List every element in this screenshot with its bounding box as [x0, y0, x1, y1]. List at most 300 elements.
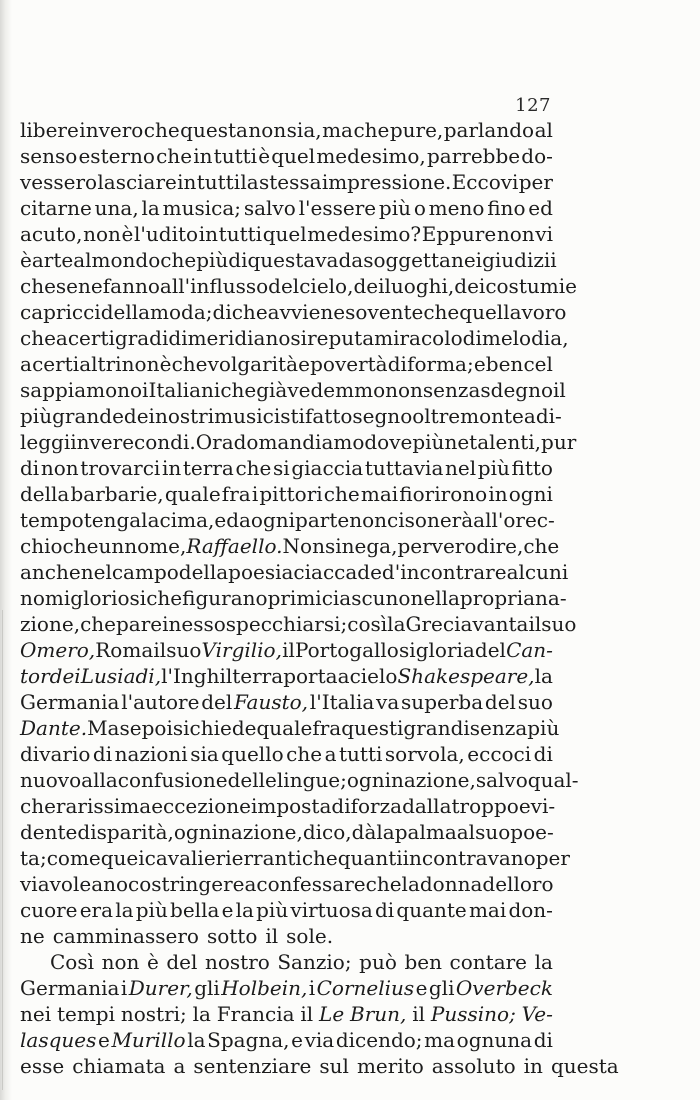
word: tempo [20, 508, 84, 532]
word: dà [351, 820, 377, 844]
word: sappiamo [20, 378, 118, 402]
word: si [172, 716, 190, 740]
word: di [92, 742, 113, 766]
text-line [20, 1027, 553, 1053]
word: di- [535, 404, 562, 428]
word: stessa [258, 170, 322, 194]
word: del [482, 872, 514, 896]
word: che [423, 300, 460, 324]
word: ciascuno [321, 586, 411, 610]
word: alcuni [506, 560, 569, 584]
text-line [20, 247, 557, 273]
word: trovarci [80, 456, 161, 480]
word: d' [381, 560, 401, 584]
word: che [353, 118, 390, 142]
word: Grecia [405, 612, 473, 636]
word: una, [94, 196, 139, 220]
word: che [301, 846, 338, 870]
word: incontravano [402, 846, 536, 870]
word: fino [487, 196, 526, 220]
word: Portogallo [294, 638, 399, 662]
word: o [413, 196, 426, 220]
word: di [533, 742, 553, 766]
word: più [20, 404, 53, 428]
word: primi [267, 586, 322, 610]
italic-word: Lusiadi, [80, 664, 162, 688]
word: in [193, 144, 213, 168]
word: rarissima [55, 794, 152, 818]
word: il [282, 638, 295, 662]
text-line [20, 481, 553, 507]
word: nostro [204, 950, 270, 974]
word: palma [394, 820, 457, 844]
word: quale [164, 482, 221, 506]
word: che [20, 794, 56, 818]
word: tutti [196, 170, 241, 194]
word: che [235, 456, 272, 480]
word: così [347, 612, 388, 636]
word: melodia, [481, 326, 569, 350]
text-line [20, 299, 567, 325]
italic-word: Can- [506, 638, 553, 662]
word: sonerà [404, 508, 474, 532]
word: poesia [228, 560, 294, 584]
word: virtuosa [290, 898, 373, 922]
word: bella [170, 898, 220, 922]
word: più [378, 196, 411, 220]
italic-word: Pussino; [430, 1002, 516, 1026]
word: dico, [302, 820, 352, 844]
text-line [20, 845, 570, 871]
italic-word: Brun, [350, 1002, 407, 1026]
word: un [98, 534, 125, 558]
word: fra [221, 482, 251, 506]
word: Non [282, 534, 325, 558]
word: Germania [20, 690, 120, 714]
text-line [20, 767, 579, 793]
word: Sanzio; [277, 950, 352, 974]
word: del [201, 690, 233, 714]
text-line [20, 637, 553, 663]
word: e [298, 352, 310, 376]
italic-word: dei [49, 664, 81, 688]
word: è [159, 352, 172, 376]
word: e [291, 1028, 303, 1052]
word: fra [312, 716, 342, 740]
word: Così [50, 950, 95, 974]
text-line [20, 351, 553, 377]
word: non [385, 378, 423, 402]
word: la [141, 196, 160, 220]
italic-word: Omero, [20, 638, 96, 662]
text-line [20, 689, 553, 715]
word: e [97, 1028, 110, 1052]
word: nel [80, 560, 112, 584]
word: quel [459, 300, 504, 324]
word: esso [181, 612, 226, 636]
word: in [523, 1054, 543, 1078]
word: Spagna, [207, 1028, 290, 1052]
word: nostri; [120, 1002, 187, 1026]
word: Eccovi [451, 170, 519, 194]
text-line [20, 715, 560, 741]
word: è [20, 248, 32, 272]
word: nuovo [20, 768, 82, 792]
word: ci [293, 560, 312, 584]
italic-word: tor [20, 664, 50, 688]
text-line [20, 975, 553, 1001]
word: i [120, 976, 128, 1000]
word: confusione [117, 768, 228, 792]
word: l'Inghilterra [161, 664, 284, 688]
word: quello [221, 742, 284, 766]
word: suo [517, 690, 553, 714]
word: che [62, 534, 99, 558]
word: di [212, 300, 232, 324]
word: grande [52, 404, 124, 428]
word: libere [20, 118, 79, 142]
word: luoghi, [384, 274, 455, 298]
word: ogni [508, 482, 553, 506]
word: ne [78, 274, 103, 298]
word: sentenziare [193, 1054, 312, 1078]
word: mai [360, 482, 399, 506]
word: do- [521, 144, 553, 168]
italic-word: Dante. [20, 716, 88, 740]
word: nella [410, 586, 460, 610]
word: chese [20, 274, 79, 298]
italic-word: Cornelius [316, 976, 415, 1000]
word: parte [295, 508, 350, 532]
word: gloria [415, 638, 475, 662]
word: Italiani [148, 378, 221, 402]
word: Eppure [421, 222, 497, 246]
text-line [20, 871, 553, 897]
word: l'essere [298, 196, 377, 220]
word: non [40, 456, 79, 480]
text-line [20, 403, 562, 429]
word: porta [283, 664, 338, 688]
word: gli [428, 976, 455, 1000]
word: di [462, 326, 482, 350]
body-text [20, 117, 619, 1079]
word: di [533, 1028, 553, 1052]
page-number: 127 [515, 95, 551, 116]
word: più [477, 456, 510, 480]
word: e [565, 274, 577, 298]
word: quel [271, 144, 316, 168]
word: si [324, 534, 342, 558]
word: cuore [20, 898, 78, 922]
italic-word: Murillo [111, 1028, 186, 1052]
word: arte [31, 248, 74, 272]
word: senza [469, 716, 528, 740]
word: chiamata [72, 1054, 166, 1078]
word: ognuna [456, 1028, 533, 1052]
word: ben [404, 950, 442, 974]
word: medesimo, [316, 144, 426, 168]
word: a [523, 404, 536, 428]
word: campo [111, 560, 179, 584]
word: tenga [83, 508, 142, 532]
word: troppo [451, 794, 519, 818]
word: evi- [518, 794, 556, 818]
text-line [20, 195, 553, 221]
word: tempi [56, 1002, 116, 1026]
word: non [349, 508, 388, 532]
word: medesimo? [307, 222, 422, 246]
word: a [244, 872, 257, 896]
word: moda; [150, 300, 213, 324]
word: nei [450, 248, 483, 272]
word: eccezione [151, 794, 251, 818]
word: quanti [337, 846, 403, 870]
word: di [228, 248, 248, 272]
word: ogni [173, 820, 218, 844]
word: dente [20, 820, 78, 844]
word: dire, [476, 534, 524, 558]
word: si [398, 638, 416, 662]
text-line [20, 117, 553, 143]
word: altri [79, 352, 122, 376]
word: del [484, 690, 516, 714]
word: dei [454, 274, 486, 298]
word: della [178, 560, 229, 584]
word: tutti [339, 742, 383, 766]
word: camminassero [52, 924, 199, 948]
word: segno [352, 404, 413, 428]
word: e [221, 898, 234, 922]
text-line [20, 221, 553, 247]
word: parrebbe [426, 144, 521, 168]
word: tutti [213, 144, 258, 168]
word: era [79, 898, 114, 922]
word: sorvola, [384, 742, 465, 766]
word: sotto [206, 924, 258, 948]
word: contare [449, 950, 528, 974]
word: più [135, 898, 168, 922]
word: i [308, 976, 316, 1000]
word: la [534, 664, 553, 688]
word: inverecondi. [70, 430, 196, 454]
word: vero [431, 534, 477, 558]
word: l'Italia [309, 690, 375, 714]
word: che [365, 872, 402, 896]
word: giaccia [291, 456, 364, 480]
word: e [214, 508, 227, 532]
word: della [20, 482, 70, 506]
text-line [20, 1001, 553, 1027]
word: la [387, 612, 406, 636]
word: dalla [402, 794, 452, 818]
word: gloriosi [70, 586, 147, 610]
word: se [119, 716, 142, 740]
word: del [166, 950, 198, 974]
word: cima, [159, 508, 215, 532]
word: nega, [341, 534, 398, 558]
word: divario [20, 742, 91, 766]
word: già [256, 378, 288, 402]
text-line [20, 507, 553, 533]
word: citarne [20, 196, 92, 220]
word: ben [485, 352, 524, 376]
word: imposta [250, 794, 332, 818]
word: delle [227, 768, 277, 792]
word: propria [459, 586, 536, 610]
word: forma; [407, 352, 474, 376]
word: donna [419, 872, 483, 896]
word: erranti [231, 846, 302, 870]
word: via [20, 872, 50, 896]
word: al [534, 118, 553, 142]
word: meridiano [187, 326, 291, 350]
word: che [231, 300, 268, 324]
word: costringere [128, 872, 245, 896]
text-line [20, 559, 569, 585]
italic-word: Virgilio, [201, 638, 282, 662]
text-line [20, 325, 569, 351]
word: invero [79, 118, 144, 142]
word: nel [445, 456, 477, 480]
word: dove [364, 430, 413, 454]
italic-word: Shakespeare, [397, 664, 535, 688]
word: mondo [91, 248, 161, 272]
word: in [162, 612, 182, 636]
word: sia [190, 742, 219, 766]
word: cielo [349, 664, 398, 688]
word: questa [180, 118, 248, 142]
italic-word: Ve- [521, 1002, 553, 1026]
word: del [268, 274, 300, 298]
word: per [518, 170, 553, 194]
text-line [20, 273, 577, 299]
word: quel [262, 222, 307, 246]
word: la [235, 898, 254, 922]
word: ci [387, 508, 405, 532]
word: del [474, 638, 506, 662]
word: pure, [389, 118, 444, 142]
word: all'orec- [473, 508, 555, 532]
word: come [46, 846, 101, 870]
word: di [168, 326, 188, 350]
text-line [20, 169, 553, 195]
word: più [256, 898, 289, 922]
text-line [20, 923, 553, 949]
word: zione, [20, 612, 81, 636]
word: incontrare [400, 560, 507, 584]
word: che [156, 144, 193, 168]
word: senso [20, 144, 78, 168]
word: chio [20, 534, 63, 558]
word: il [300, 1002, 314, 1026]
word: talenti, [469, 430, 542, 454]
word: eccoci [467, 742, 532, 766]
word: è [121, 222, 134, 246]
word: nomi [20, 586, 71, 610]
word: va [376, 690, 400, 714]
margin-rule [2, 610, 3, 1090]
word: Germania [20, 976, 120, 1000]
word: reputa [307, 326, 375, 350]
word: la [240, 170, 259, 194]
word: poe- [510, 820, 554, 844]
word: chiede [189, 716, 257, 740]
word: vanta [472, 612, 529, 636]
word: nome, [124, 534, 187, 558]
word: na- [535, 586, 567, 610]
word: Roma [95, 638, 154, 662]
word: la [115, 898, 134, 922]
word: vessero [20, 170, 98, 194]
word: sul [319, 1054, 349, 1078]
word: al [73, 248, 92, 272]
word: la [401, 872, 420, 896]
word: dei [123, 404, 155, 428]
word: la [187, 1028, 206, 1052]
word: che [171, 352, 208, 376]
word: sia, [286, 118, 322, 142]
word: per [535, 846, 570, 870]
word: specchiarsi; [225, 612, 348, 636]
word: l'udito [134, 222, 199, 246]
word: a [20, 352, 32, 376]
word: vedemmo [287, 378, 386, 402]
word: voleano [49, 872, 129, 896]
word: assoluto [431, 1054, 516, 1078]
word: ne [20, 924, 45, 948]
word: si [290, 326, 308, 350]
text-line [20, 819, 553, 845]
word: grandi [403, 716, 470, 740]
word: è [146, 950, 159, 974]
word: che [80, 612, 116, 636]
word: qual- [527, 768, 579, 792]
word: più [527, 716, 560, 740]
word: cel [523, 352, 553, 376]
italic-word: lasques [20, 1028, 97, 1052]
word: quei [100, 846, 145, 870]
word: in [198, 222, 219, 246]
italic-word: Fausto, [234, 690, 309, 714]
word: esterno [78, 144, 155, 168]
text-line [20, 663, 553, 689]
word: nazioni [114, 742, 188, 766]
text-line [20, 897, 553, 923]
word: vada [315, 248, 364, 272]
word: capricci [20, 300, 101, 324]
word: cielo, [299, 274, 354, 298]
word: domandiamo [233, 430, 365, 454]
word: che [160, 248, 197, 272]
word: anche [20, 560, 81, 584]
word: poi [141, 716, 173, 740]
word: salvo [475, 768, 528, 792]
word: alla [81, 768, 118, 792]
word: dei [353, 274, 385, 298]
word: questa [247, 248, 316, 272]
italic-word: Overbeck [455, 976, 553, 1000]
word: questa [550, 1054, 619, 1078]
word: non [101, 950, 140, 974]
word: la [192, 1002, 211, 1026]
word: certi [67, 326, 115, 350]
word: ma [424, 1028, 456, 1052]
word: Francia [216, 1002, 295, 1026]
text-line [20, 455, 553, 481]
word: lingue; [276, 768, 347, 792]
word: disparità, [77, 820, 174, 844]
text-line [20, 1053, 619, 1079]
